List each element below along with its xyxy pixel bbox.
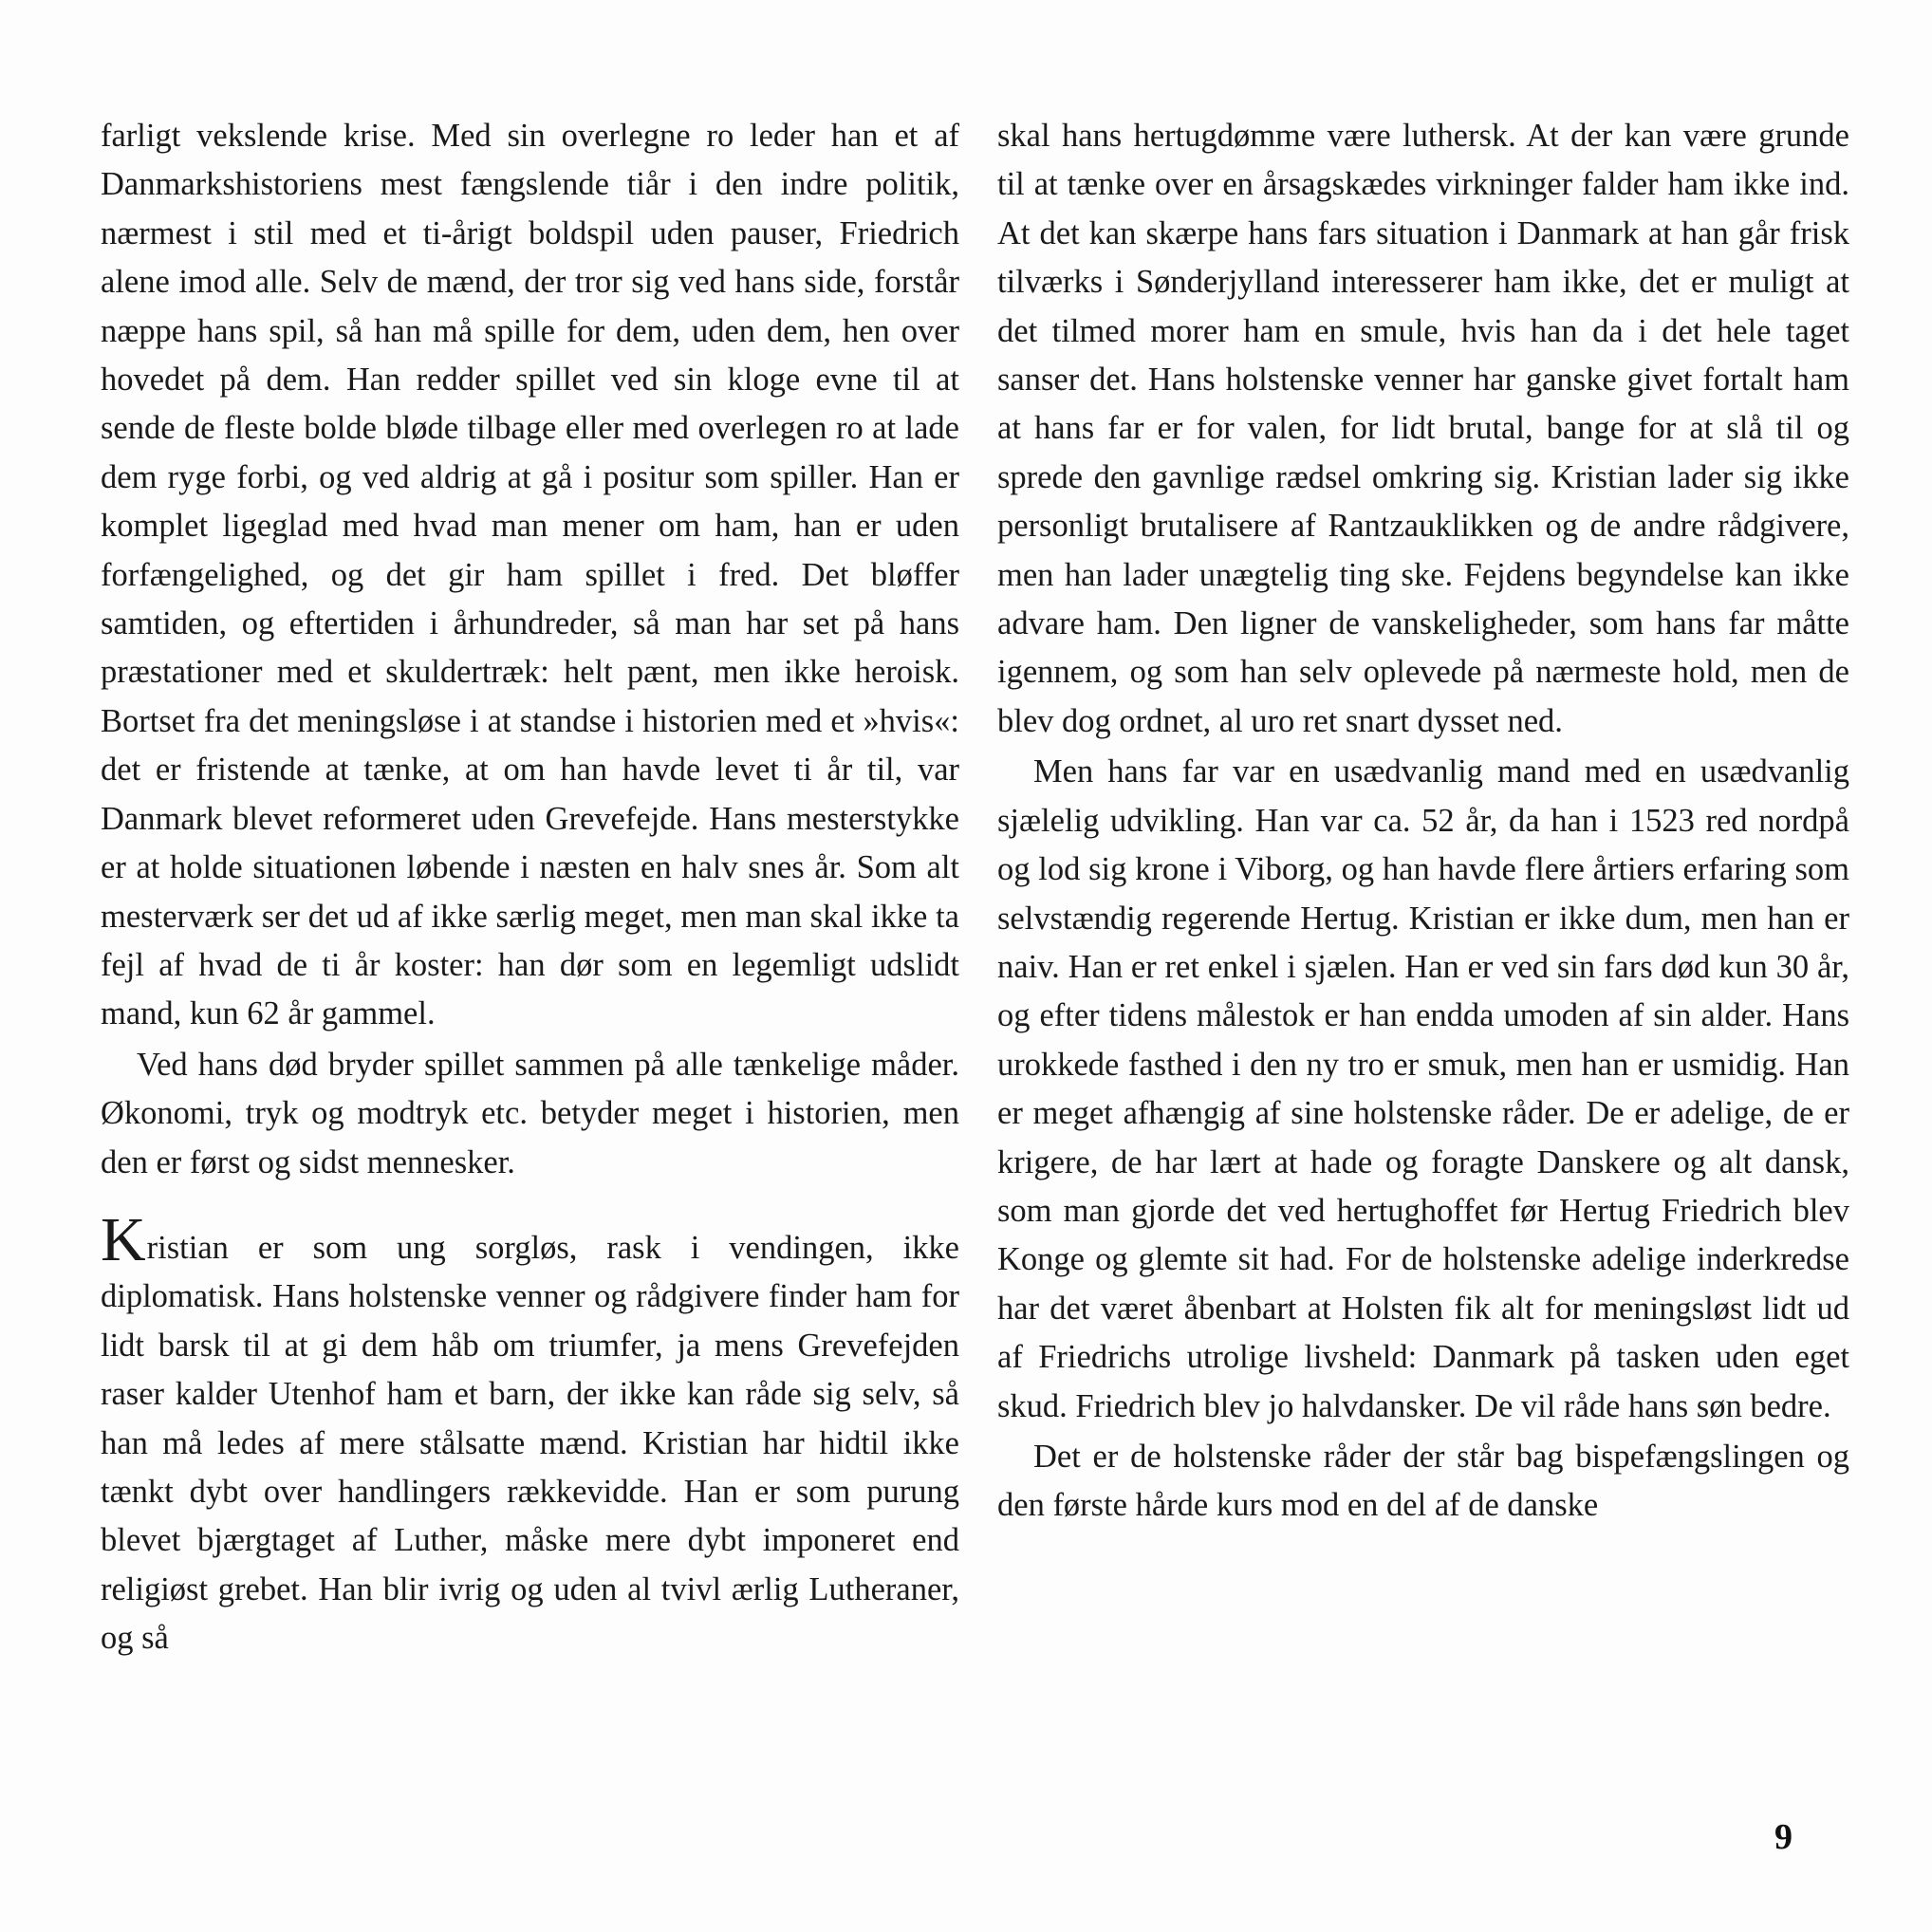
drop-cap-letter: K bbox=[101, 1204, 146, 1274]
page-number: 9 bbox=[1774, 1817, 1793, 1857]
right-paragraph-1: skal hans hertugdømme være luthersk. At der kan være grunde til at tænke over en årsagskædes virkninger falder ham ikke ind. At det kan skærpe hans fars situation i Danmark at han går frisk tilværks i Sønderjylland interesserer ham ikke, det er muligt at det tilmed morer ham en smule, hvis han da i det hele taget sanser det. Hans holstenske venner har ganske givet fortalt ham at hans far er for valen, for lidt brutal, bange for at slå til og sprede den gavnlige rædsel omkring sig. Kristian lader sig ikke personligt brutalisere af Rantzauklikken og de andre rådgivere, men han lader unægtelig ting ske. Fejdens begyndelse kan ikke advare ham. Den ligner de vanskeligheder, som hans far måtte igennem, og som han selv oplevede på nærmeste hold, men de blev dog ordnet, al uro ret snart dysset ned. bbox=[997, 118, 1849, 739]
right-paragraph-2: Men hans far var en usædvanlig mand med en usædvanlig sjælelig udvikling. Han var ca. 52 år, da han i 1523 red nordpå og lod sig krone i Viborg, og han havde flere årtiers erfaring som selvstændig regerende Hertug. Kristian er ikke dum, men han er naiv. Han er ret enkel i sjælen. Han er ved sin fars død kun 30 år, og efter tidens målestok er han endda umoden af sin alder. Hans urokkede fasthed i den ny tro er smuk, men han er usmidig. Han er meget afhængig af sine holstenske råder. De er adelige, de er krigere, de har lært at hade og foragte Danskere og alt dansk, som man gjorde det ved hertughoffet før Hertug Friedrich blev Konge og glemte sit had. For de holstenske adelige inderkredse har det været åbenbart at Holsten fik alt for meningsløst lidt ud af Friedrichs utrolige livsheld: Danmark på tasken uden eget skud. Friedrich blev jo halvdansker. De vil råde hans søn bedre. bbox=[997, 753, 1849, 1424]
left-column bbox=[101, 112, 959, 1663]
left-paragraph-1: farligt vekslende krise. Med sin overlegne ro leder han et af Danmarkshistoriens mest fængslende tiår i den indre politik, nærmest i stil med et ti-årigt boldspil uden pauser, Friedrich alene imod alle. Selv de mænd, der tror sig ved hans side, forstår næppe hans spil, så han må spille for dem, uden dem, hen over hovedet på dem. Han redder spillet ved sin kloge evne til at sende de fleste bolde bløde tilbage eller med overlegen ro at lade dem ryge forbi, og ved aldrig at gå i positur som spiller. Han er komplet ligeglad med hvad man mener om ham, han er uden forfængelighed, og det gir ham spillet i fred. Det bløffer samtiden, og eftertiden i århundreder, så man har set på hans præstationer med et skuldertræk: helt pænt, men ikke heroisk. Bortset fra det meningsløse i at standse i historien med et »hvis«: det er fristende at tænke, at om han havde levet ti år til, var Danmark blevet reformeret uden Grevefejde. Hans mesterstykke er at holde situationen løbende i næsten en halv snes år. Som alt mesterværk ser det ud af ikke særlig meget, men man skal ikke ta fejl af hvad de ti år koster: han dør som en legemligt udslidt mand, kun 62 år gammel. bbox=[101, 118, 959, 1032]
right-column bbox=[997, 112, 1849, 1531]
left-paragraph-3 bbox=[101, 1204, 959, 1663]
left-paragraph-3-text: ristian er som ung sorgløs, rask i vendingen, ikke diplomatisk. Hans holstenske venner og rådgivere finder ham for lidt barsk til at gi dem håb om triumfer, ja mens Grevefejden raser kalder Utenhof ham et barn, der ikke kan råde sig selv, så han må ledes af mere stålsatte mænd. Kristian har hidtil ikke tænkt dybt over handlingers rækkevidde. Han er som purung blevet bjærgtaget af Luther, måske mere dybt imponeret end religiøst grebet. Han blir ivrig og uden al tvivl ærlig Lutheraner, og så bbox=[101, 1229, 959, 1657]
right-paragraph-3: Det er de holstenske råder der står bag bispefængslingen og den første hårde kurs mod en del af de danske bbox=[997, 1438, 1849, 1524]
left-paragraph-2: Ved hans død bryder spillet sammen på alle tænkelige måder. Økonomi, tryk og modtryk etc. betyder meget i historien, men den er først og sidst mennesker. bbox=[101, 1046, 959, 1180]
